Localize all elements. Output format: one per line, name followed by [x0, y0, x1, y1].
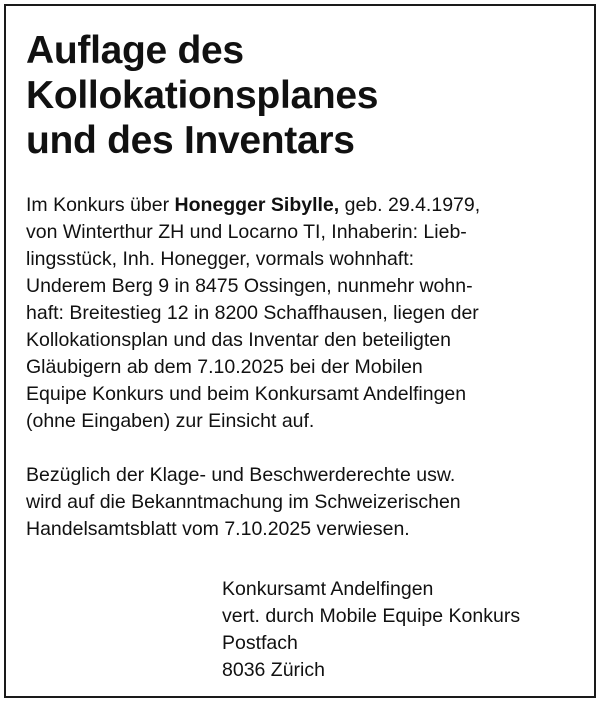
body-line: Equipe Konkurs und beim Konkursamt Andelfingen	[26, 383, 467, 405]
signature-postbox: Postfach	[222, 632, 298, 654]
title-line: Kollokationsplanes	[26, 74, 379, 117]
notice-paragraph-main	[26, 192, 586, 435]
notice-frame	[4, 4, 596, 698]
body-line: von Winterthur ZH und Locarno TI, Inhaberin: Lieb-	[26, 221, 467, 243]
body-line: wird auf die Bekanntmachung im Schweizerischen	[26, 491, 461, 513]
body-line: Bezüglich der Klage- und Beschwerderechte usw.	[26, 464, 456, 486]
body-line: haft: Breitestieg 12 in 8200 Schaffhausen, liegen der	[26, 302, 479, 324]
title-line: und des Inventars	[26, 119, 355, 162]
signature-office: Konkursamt Andelfingen	[222, 578, 434, 600]
body-line	[26, 192, 586, 219]
body-line: Kollokationsplan und das Inventar den beteiligten	[26, 329, 451, 351]
body-line: Underem Berg 9 in 8475 Ossingen, nunmehr wohn-	[26, 275, 473, 297]
body-text-prefix: Im Konkurs über	[26, 194, 175, 216]
notice-title	[26, 28, 378, 163]
signature-block	[222, 576, 520, 684]
signature-agent: vert. durch Mobile Equipe Konkurs	[222, 605, 521, 627]
body-line: Gläubigern ab dem 7.10.2025 bei der Mobilen	[26, 356, 423, 378]
body-line: lingsstück, Inh. Honegger, vormals wohnhaft:	[26, 248, 415, 270]
body-line: Handelsamtsblatt vom 7.10.2025 verwiesen.	[26, 518, 410, 540]
body-line: (ohne Eingaben) zur Einsicht auf.	[26, 410, 315, 432]
notice-paragraph-rights	[26, 462, 461, 543]
signature-city: 8036 Zürich	[222, 659, 325, 681]
debtor-name: Honegger Sibylle,	[174, 194, 340, 216]
title-line: Auflage des	[26, 29, 244, 72]
body-text-suffix: geb. 29.4.1979,	[339, 194, 481, 216]
